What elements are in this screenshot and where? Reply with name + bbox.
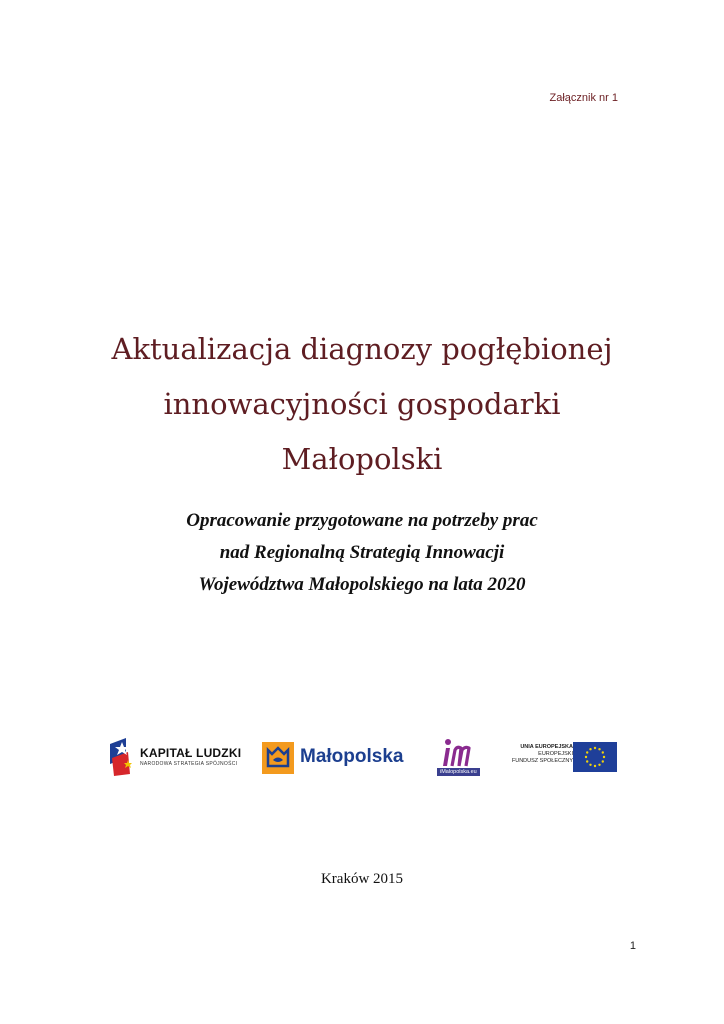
eu-line-3: FUNDUSZ SPOŁECZNY — [511, 758, 573, 764]
title-line-1: Aktualizacja diagnozy pogłębionej — [111, 332, 613, 366]
malopolska-crest-icon — [262, 742, 294, 774]
eu-star — [586, 760, 588, 762]
subtitle-line-2: nad Regionalną Strategią Innowacji — [219, 542, 505, 563]
eu-star — [603, 756, 605, 758]
annex-label: Załącznik nr 1 — [549, 92, 618, 104]
eu-line-2: EUROPEJSKI — [538, 751, 573, 757]
kapital-ludzki-subtitle: NARODOWA STRATEGIA SPÓJNOŚCI — [140, 761, 238, 767]
subtitle-line-3: Województwa Małopolskiego na lata 2020 — [198, 574, 526, 595]
eu-star — [602, 760, 604, 762]
malopolska-logo-text: Małopolska — [300, 746, 404, 767]
eu-star — [585, 756, 587, 758]
eu-star — [594, 765, 596, 767]
innowacje-malopolska-logo-icon — [440, 736, 480, 770]
eu-flag-icon — [573, 742, 617, 772]
document-subtitle — [0, 505, 724, 601]
eu-text — [507, 744, 573, 765]
eu-star — [594, 747, 596, 749]
innowacje-malopolska-url: iMalopolska.eu — [437, 768, 480, 776]
eu-star — [586, 751, 588, 753]
kapital-ludzki-title: KAPITAŁ LUDZKI — [140, 746, 242, 760]
page-number: 1 — [629, 940, 636, 952]
subtitle-line-1: Opracowanie przygotowane na potrzeby prac — [186, 510, 538, 531]
document-title — [0, 322, 724, 487]
kapital-ludzki-logo — [140, 746, 241, 767]
eu-star — [598, 764, 600, 766]
eu-star — [589, 748, 591, 750]
eu-star — [602, 751, 604, 753]
eu-line-1: UNIA EUROPEJSKA — [520, 744, 573, 750]
title-line-2: innowacyjności gospodarki — [163, 387, 561, 421]
title-line-3: Małopolski — [281, 442, 443, 476]
eu-star — [589, 764, 591, 766]
place-and-year: Kraków 2015 — [320, 871, 404, 887]
eu-star — [598, 748, 600, 750]
logos-strip — [0, 730, 724, 790]
kapital-ludzki-logo-icon — [108, 736, 134, 778]
